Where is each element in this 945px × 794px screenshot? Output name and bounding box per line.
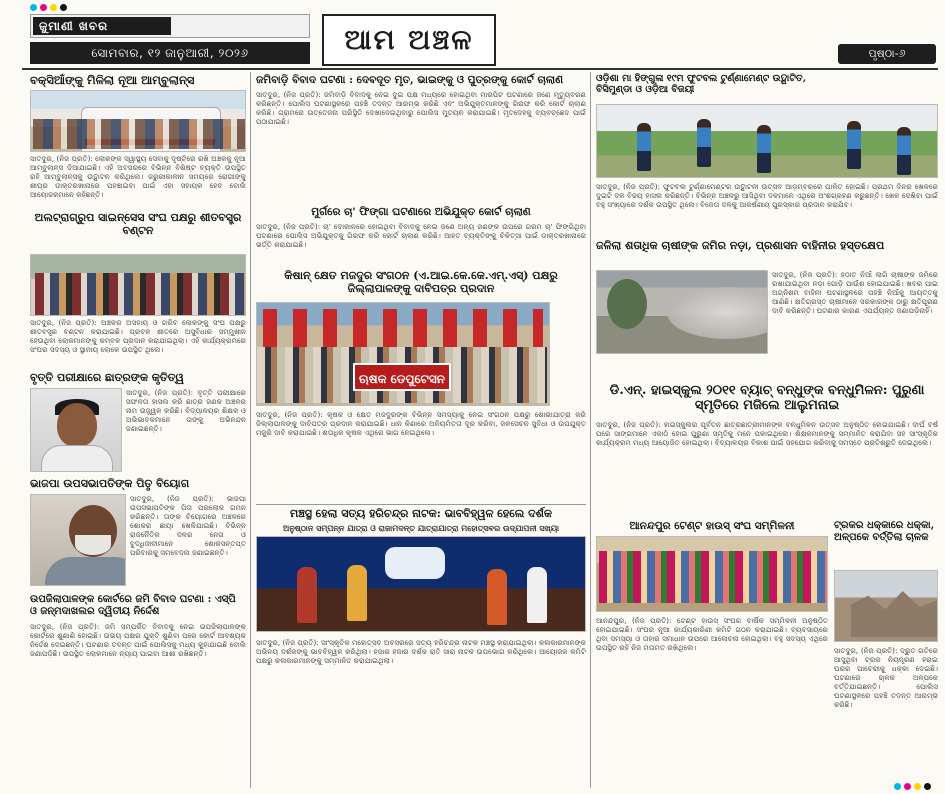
page-number: ପୃଷ୍ଠା-୬ [838,44,936,64]
yellow-reg-mark [50,4,57,11]
magenta-reg-mark [40,4,47,11]
column-divider [590,72,591,788]
section-rule [256,504,586,505]
magenta-reg-mark [904,783,911,790]
protest-photo [256,302,550,406]
smoke-cloud [667,287,768,339]
registration-marks [30,4,67,11]
football-body: ସାତଦୁର, (ନିଜ ପ୍ରତି): ଫୁଟବଲ ଟୁର୍ଣ୍ଣାମେଣ୍ଟର ଉଦ୍ଘାଟନୀ ଉତ୍ସବ ଆଡ଼ମ୍ବରରେ ପାଳିତ ହୋଇଛି। ପ୍ରଥମ ଦିନର ଖେଳରେ ଦୁଇଟି ଦଳ ବିଜୟ ହାସଲ କରିଛନ୍ତି। ବିଭିନ୍ନ ଅଞ୍ଚଳରୁ ଆସିଥିବା ଦଳମାନେ ଏଥିରେ ଅଂଶଗ୍ରହଣ କରୁଛନ୍ତି। ଖେଳ ଦେଖିବା ପାଇଁ ବହୁ ସଂଖ୍ୟାରେ ଦର୍ଶକ ଉପସ୍ଥିତ ଥିଲେ। ବିଜେତା ଦଳକୁ ଆକର୍ଷଣୀୟ ପୁରସ୍କାର ପ୍ରଦାନ କରାଯିବ। [596,182,938,209]
truck-wall-photo [834,570,938,642]
tree-shape [607,279,647,329]
black-reg-mark [60,4,67,11]
man-shirt [45,557,126,586]
truck-headline: ଟ୍ରକର ଧକ୍କାରେ ଧକ୍କା, ଅଳ୍ପକେ ବର୍ତ୍ତିଲା ଚାଳକ [834,520,935,543]
drama-body: ସାତଦୁର, (ନିଜ ପ୍ରତି): ସାଂସ୍କୃତିକ ମହୋତ୍ସବ ଅବସରରେ ସତ୍ୟ ହରିଚନ୍ଦ୍ର ନାଟକ ମଞ୍ଚସ୍ଥ କରାଯାଇଥିଲା। କଳାକାରମାନଙ୍କ ଅଭିନୟ ଦର୍ଶକଙ୍କୁ ଭାବବିହ୍ୱଳ କରିଥିଲା। ହଜାର ହଜାର ଦର୍ଶକ ରାତି ସାରା ନାଟକ ଉପଭୋଗ କରିଥିଲେ। ଆୟୋଜକ କମିଟି ପକ୍ଷରୁ କଳାକାରମାନଙ୍କୁ ସମ୍ମାନିତ କରାଯାଇଥିଲା। [256,638,586,665]
club-headline: ଆନନ୍ଦପୁର ଟେଣ୍ଟ ହାଉସ୍ ସଂଘ ସମ୍ମିଳନୀ [629,520,795,532]
ambulance-photo [30,90,246,152]
scholarship-headline: ବୃତ୍ତି ପରୀକ୍ଷାରେ ଛାତ୍ରଙ୍କ କୃତିତ୍ୱ [30,371,184,384]
fire-body: ସାତଦୁର, (ନିଜ ପ୍ରତି): ହଠାତ ନିଆଁ ଲାଗି ଚାଷୀଙ୍କ ଜମିରେ ରଖାଯାଇଥିବା ନଡ଼ା ପୋଡ଼ି ପାଉଁଶ ହୋଇଯାଇଛି। ଖବର ପାଇ ଅଗ୍ନିଶମ ବାହିନୀ ଘଟଣାସ୍ଥଳରେ ପହଞ୍ଚି ନିଆଁକୁ ଆୟତ୍ତକୁ ଆଣିଛି। କ୍ଷତିଗ୍ରସ୍ତ ଚାଷୀମାନେ ସରକାରଙ୍କ ଠାରୁ କ୍ଷତିପୂରଣ ଦାବି କରିଛନ୍ତି। ଘଟଣାର କାରଣ ଏପର୍ଯ୍ୟନ୍ତ ଜଣାପଡ଼ିନାହିଁ। [772,270,938,315]
court-ruling-headline: ଉପଜିଲାପାଳଙ୍କ କୋର୍ଟରେ ଜମି ବିବାଦ ଘଟଣା : ଏସ୍ପି ଓ ଜନ୍ମଦାଖଲର ଦ୍ୱିତୀୟ ନିର୍ଦ୍ଦେଶ [30,594,236,617]
student-photo [30,388,122,472]
section-title: ଆମ ଅଞ୍ଚଳ [322,14,496,66]
club-meeting-photo [596,536,828,612]
actor-figure [487,569,507,625]
column-divider [250,72,251,788]
group-figures [35,273,246,316]
player-figure [847,121,861,169]
court-ruling-body: ସାତଦୁର, (ନିଜ ପ୍ରତି): ଜମି ସମ୍ପର୍କିତ ବିବାଦକୁ ନେଇ ଉପଜିଲାପାଳଙ୍କ କୋର୍ଟରେ ଶୁଣାଣି ହୋଇଛି। ଉଭୟ ପକ୍ଷର ଯୁକ୍ତି ଶୁଣିବା ପରେ କୋର୍ଟ ଆବଶ୍ୟକ ନିର୍ଦ୍ଦେଶ ଦେଇଛନ୍ତି। ଘଟଣାର ତଦନ୍ତ ପାଇଁ ପୋଲିସକୁ ମଧ୍ୟ କୁହାଯାଇଛି ବୋଲି ଜଣାପଡ଼ିଛି। ଉପସ୍ଥିତ ଲୋକମାନେ ନ୍ୟାୟ ପାଇବା ଆଶା ରଖିଛନ୍ତି। [30,622,246,658]
player-figure [637,123,651,171]
truck-body: ସାତଦୁର, (ନିଜ ପ୍ରତି): ଦ୍ରୁତ ଗତିରେ ଆସୁଥିବା ଟ୍ରକ ନିୟନ୍ତ୍ରଣ ହରାଇ ଘରର ପାଚେରୀକୁ ଧକ୍କା ଦେଇଛି। ଘଟଣାରେ ଚାଳକ ଅଳ୍ପକେ ବର୍ତ୍ତିଯାଇଛନ୍ତି। ପୋଲିସ ଘଟଣାସ୍ଥଳରେ ପହଞ୍ଚି ତଦନ୍ତ ଆରମ୍ଭ କରିଛି। [834,646,938,709]
issue-date: ସୋମବାର, ୧୨ ଜାନୁଆରୀ, ୨୦୨୬ [30,42,310,64]
student-shirt [41,445,113,472]
tea-stall-body: ସାତଦୁର, (ନିଜ ପ୍ରତି): ଚା' ଦୋକାନରେ ହୋଇଥିବା ବିବାଦକୁ ନେଇ ଜଣେ ଅନ୍ୟ ଜଣଙ୍କ ଉପରେ ଗରମ ଚା' ଫିଙ୍ଗିଥିବା ଘଟଣାରେ ପୋଲିସ ଅଭିଯୁକ୍ତକୁ ଗିରଫ କରି କୋର୍ଟ ଚାଲାଣ କରିଛି। ଆହତ ବ୍ୟକ୍ତିଙ୍କୁ ଚିକିତ୍ସା ପାଇଁ ଡାକ୍ତରଖାନାରେ ଭର୍ତ୍ତି କରାଯାଇଛି। [256,222,586,249]
bereavement-body: ସାତଦୁର, (ନିଜ ପ୍ରତି): ଭାଜପା ଉପସଭାପତିଙ୍କ ପିତା ପରଲୋକ ଗମନ କରିଛନ୍ତି। ତାଙ୍କ ବିୟୋଗରେ ଅଞ୍ଚଳରେ ଶୋକର ଛାୟା ଖେଳିଯାଇଛି। ବିଭିନ୍ନ ରାଜନୈତିକ ଦଳର ନେତା ଓ ବୁଦ୍ଧିଜୀବୀମାନେ ଶୋକସନ୍ତପ୍ତ ପରିବାରକୁ ସମବେଦନା ଜଣାଇଛନ୍ତି। [130,494,246,557]
cyan-reg-mark [894,783,901,790]
ambulance-headline: ବକ୍ସିଆଁଙ୍କୁ ମିଳିଲା ନୂଆ ଆମ୍ବୁଲାନ୍ସ [30,73,195,87]
stage-screen [385,547,445,579]
newspaper-name: ଜୁମାଣୀ ଖବର [33,17,171,35]
meeting-crowd [599,551,827,603]
football-photo [596,104,938,178]
actor-figure [347,565,367,621]
masthead-rule [22,68,938,70]
player-figure [757,125,771,173]
club-body: ଆନନ୍ଦପୁର, (ନିଜ ପ୍ରତି): ଟେଣ୍ଟ ହାଉସ୍ ସଂଘର ବାର୍ଷିକ ସମ୍ମିଳନୀ ଅନୁଷ୍ଠିତ ହୋଇଯାଇଛି। ସଂଘର ନୂଆ କାର୍ଯ୍ୟକାରିଣୀ କମିଟି ଗଠନ କରାଯାଇଛି। ବ୍ୟବସାୟରେ ଥିବା ସମସ୍ୟା ଓ ତାହାର ସମାଧାନ ଉପରେ ଆଲୋଚନା ହୋଇଥିଲା। ବହୁ ସଦସ୍ୟ ଏଥିରେ ଉପସ୍ଥିତ ରହି ନିଜ ମତାମତ ରଖିଥିଲେ। [596,616,828,652]
fire-headline: ଜଳିଲା ଶତାଧିକ ଚାଷୀଙ୍କ ଜମିର ନଡ଼ା, ପ୍ରଶାସନ ବାହିନୀର ହସ୍ତକ୍ଷେପ [596,239,885,252]
yellow-reg-mark [914,783,921,790]
reunion-headline: ଡି.ଏନ୍. ହାଇସ୍କୁଲ ୨୦୧୧ ବ୍ୟାଚ୍ ବନ୍ଧୁଙ୍କ ବନ୍ଧୁମିଳନ: ପୁରୁଣା ସ୍ମୃତିରେ ମଜିଲେ ଆଲୁମନାଇ [609,383,925,413]
brand-box [30,14,310,38]
black-reg-mark [924,783,931,790]
reunion-body: ସାତଦୁର, (ନିଜ ପ୍ରତି): ହାଇସ୍କୁଲର ପୂର୍ବତନ ଛାତ୍ରଛାତ୍ରୀମାନଙ୍କ ବନ୍ଧୁମିଳନ ଉତ୍ସବ ଅନୁଷ୍ଠିତ ହୋଇଯାଇଛି। ଦୀର୍ଘ ବର୍ଷ ପରେ ସାଙ୍ଗମାନେ ଏକାଠି ହୋଇ ପୁରୁଣା ସ୍ମୃତିକୁ ମନେ ପକାଇଥିଲେ। ଶିକ୍ଷକମାନଙ୍କୁ ସମ୍ମାନିତ କରାଯିବା ସହ ସାଂସ୍କୃତିକ କାର୍ଯ୍ୟକ୍ରମ ମଧ୍ୟ ଆୟୋଜିତ ହୋଇଥିଲା। ବିଦ୍ୟାଳୟର ବିକାଶ ପାଇଁ ସହଯୋଗ କରିବାକୁ ସମସ୍ତେ ପ୍ରତିଶ୍ରୁତି ଦେଇଥିଲେ। [596,420,938,447]
drama-headline: ମଞ୍ଚସ୍ଥ ହେଲା ସତ୍ୟ ହରିଚନ୍ଦ୍ର ନାଟକ: ଭାବବିହ୍ୱଳ ହେଲେ ଦର୍ଶକ [289,507,553,520]
blanket-photo [30,254,246,316]
bereavement-headline: ଭାଜପା ଉପସଭାପତିଙ୍କ ପିତୃ ବିୟୋଗ [30,477,190,490]
blanket-headline: ଅଲଟ୍ରାଗ୍ରୁପ ସାଇନ୍ସେସ ସଂଘ ପକ୍ଷରୁ ଶୀତବସ୍ତ୍ର ବଣ୍ଟନ [34,211,242,237]
football-headline: ଓଡ଼ିଶା ମା ହିଙ୍ଗୁଳା ୧୯ମ ଫୁଟବଲ ଟୁର୍ଣ୍ଣାମେଣ୍ଟ ଉଦ୍ଘାଟିତ, ବିସିମୁଣ୍ଡା ଓ ଓଡ଼ିଆ ବିଜୟୀ [596,73,807,95]
player-figure [697,119,711,167]
fire-smoke-photo [596,270,768,354]
ambulance-body: ସାତଦୁର, (ନିଜ ପ୍ରତି): ଲୋକଙ୍କ ସ୍ୱାସ୍ଥ୍ୟ ସେବାକୁ ଦୃଷ୍ଟିରେ ରଖି ଅଞ୍ଚଳକୁ ନୂଆ ଆମ୍ବୁଲାନ୍ସ ଦିଆଯାଇଛି। ଏହି ଅବସରରେ ବିଭିନ୍ନ ବିଶିଷ୍ଟ ବ୍ୟକ୍ତି ଉପସ୍ଥିତ ରହି ଆମ୍ବୁଲାନ୍ସକୁ ଉଦ୍ଘାଟନ କରିଥିଲେ। ଜରୁରୀକାଳୀନ ସମୟରେ ରୋଗୀଙ୍କୁ ଶୀଘ୍ର ଡାକ୍ତରଖାନାରେ ପହଞ୍ଚାଇବା ପାଇଁ ଏହା ସହାୟକ ହେବ ବୋଲି ଆୟୋଜକମାନେ କହିଛନ୍ତି। [30,154,246,199]
registration-marks-bottom [894,783,931,790]
drama-stage-photo [256,536,586,632]
protest-banner: ଋଷକ ଡେପୁଟେସନ [353,363,451,391]
crowd-figures [33,119,246,149]
red-flags [263,309,543,349]
land-dispute-body: ସାତଦୁର, (ନିଜ ପ୍ରତି): ଜମିବାଡ଼ି ବିବାଦକୁ ନେଇ ଦୁଇ ପକ୍ଷ ମଧ୍ୟରେ ହୋଇଥିବା ମାରପିଟ ଘଟଣାରେ ଜଣେ ମୃତ୍ୟୁବରଣ କରିଛନ୍ତି। ପୋଲିସ ଘଟଣାସ୍ଥଳରେ ପହଞ୍ଚି ତଦନ୍ତ ଆରମ୍ଭ କରିଛି ଏବଂ ଅଭିଯୁକ୍ତମାନଙ୍କୁ ଗିରଫ କରି କୋର୍ଟ ଚାଲାଣ କରିଛି। ଗ୍ରାମରେ ଉତ୍ତେଜନା ପରିସ୍ଥିତି ଦେଖାଦେଇଥିବାରୁ ପୋଲିସ ମୁତୟନ କରାଯାଇଛି। ମୃତଦେହକୁ ବ୍ୟବଚ୍ଛେଦ ପାଇଁ ପଠାଯାଇଛି। [256,90,586,126]
student-face [57,403,97,447]
actor-figure [527,567,547,623]
scholarship-body: ସାତଦୁର, (ନିଜ ପ୍ରତି): ବୃତ୍ତି ପରୀକ୍ଷାରେ ସଫଳତା ହାସଲ କରି ଛାତ୍ର ଜଣକ ଅଞ୍ଚଳର ନାମ ଉଜ୍ଜ୍ୱଳ କରିଛି। ବିଦ୍ୟାଳୟର ଶିକ୍ଷକ ଓ ଅଭିଭାବକମାନେ ତାଙ୍କୁ ଅଭିନନ୍ଦନ ଜଣାଇଛନ୍ତି। [126,388,246,433]
player-figure [897,127,911,175]
tea-stall-headline: ମୁର୍ଗରେ ଚା' ଫିଙ୍ଗା ଘଟଣାରେ ଅଭିଯୁକ୍ତ କୋର୍ଟ ଚାଲାଣ [311,206,531,218]
cyan-reg-mark [30,4,37,11]
man-beard [75,535,111,555]
farmers-headline: କିଷାନ୍ କ୍ଷେତ ମଜଦୁର ସଂଗଠନ (ଏ.ଆଇ.କେ.କେ.ଏମ୍.ଏସ୍) ପକ୍ଷରୁ ଜିଲ୍ଲାପାଳଙ୍କୁ ଦାବିପତ୍ର ପ୍ରଦାନ [284,269,558,295]
farmers-body: ସାତଦୁର, (ନିଜ ପ୍ରତି): କୃଷକ ଓ କ୍ଷେତ ମଜଦୁରଙ୍କ ବିଭିନ୍ନ ସମସ୍ୟାକୁ ନେଇ ସଂଗଠନ ପକ୍ଷରୁ ଶୋଭାଯାତ୍ରା କରି ଜିଲ୍ଲାପାଳଙ୍କୁ ଦାବିପତ୍ର ପ୍ରଦାନ କରାଯାଇଛି। ଧାନ କିଣାରେ ଅନିୟମିତତା ଦୂର କରିବା, ଜଳସେଚନ ସୁବିଧା ଓ ଉପଯୁକ୍ତ ମଜୁରି ଦାବି କରାଯାଇଛି। ଶତାଧିକ କୃଷକ ଏଥିରେ ଭାଗ ନେଇଥିଲେ। [256,410,586,437]
blanket-body: ସାତଦୁର, (ନିଜ ପ୍ରତି): ଅଞ୍ଚଳର ଅସହାୟ ଓ ଗରିବ ଲୋକଙ୍କୁ ସଂଘ ପକ୍ଷରୁ ଶୀତବସ୍ତ୍ର ବଣ୍ଟନ କରାଯାଇଛି। ପ୍ରବଳ ଶୀତରେ ଅସୁବିଧାର ସମ୍ମୁଖୀନ ହେଉଥିବା ଲୋକମାନଙ୍କୁ କମ୍ବଳ ପ୍ରଦାନ କରାଯାଇଥିଲା। ଏହି କାର୍ଯ୍ୟକ୍ରମରେ ସଂଘର ସଦସ୍ୟ ଓ ସ୍ଥାନୀୟ ଲୋକେ ଉପସ୍ଥିତ ଥିଲେ। [30,318,246,354]
land-dispute-headline: ଜମିବାଡ଼ି ବିବାଦ ଘଟଣା : ଦେବଦୂତ ମୃତ, ଭାଇଙ୍କୁ ଓ ପୁତ୍ରଙ୍କୁ କୋର୍ଟ ଚାଲାଣ [256,74,564,86]
broken-wall [851,591,937,637]
actor-figure [297,567,317,623]
masthead [0,0,945,84]
drama-subhead: ଅନୁଷ୍ଠାନ ସମ୍ପନ୍ନ ଯାତ୍ରା ଓ ରାଜାମଦନ୍ତ ଯାତ୍ରାଯାତ୍ରା ମହୋତ୍ସବର ଉଦ୍ଯାପନୀ ସଖ୍ୟା [282,524,560,533]
elderly-man-photo [30,494,126,586]
